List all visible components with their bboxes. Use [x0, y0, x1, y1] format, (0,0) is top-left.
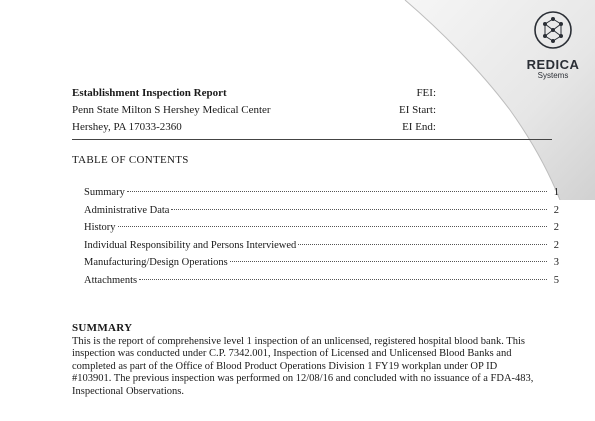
toc-item-label: Manufacturing/Design Operations [84, 257, 228, 268]
table-of-contents [84, 187, 559, 292]
toc-leader-dots [127, 191, 547, 192]
toc-item-manufacturing-design[interactable] [84, 257, 559, 275]
network-globe-icon [533, 10, 573, 50]
toc-item-page: 2 [553, 204, 559, 216]
toc-item-label: History [84, 222, 116, 233]
toc-item-page: 1 [553, 187, 559, 198]
logo-subtitle: Systems [537, 71, 569, 80]
summary-line: Inspectional Observations. [72, 385, 184, 397]
facility-name: Penn State Milton S Hershey Medical Center [72, 104, 271, 116]
toc-item-label: Summary [84, 187, 125, 198]
toc-item-attachments[interactable] [84, 275, 559, 293]
toc-item-page: 5 [553, 274, 559, 286]
header-row-3 [72, 120, 436, 134]
fei-label: FEI: [416, 87, 436, 99]
toc-item-page: 2 [553, 239, 559, 251]
ei-start-label: EI Start: [399, 104, 436, 116]
toc-item-individual-responsibility[interactable] [84, 240, 559, 258]
summary-heading: SUMMARY [72, 322, 133, 334]
toc-item-page: 2 [553, 222, 559, 233]
toc-leader-dots [171, 209, 547, 210]
toc-item-label: Attachments [84, 274, 138, 286]
ei-end-label: EI End: [402, 121, 436, 133]
summary-line: inspection was conducted under C.P. 7342.001, Inspection of Licensed and Unlicensed Blood Banks and [72, 348, 512, 360]
logo-name: REDICA [526, 57, 580, 72]
toc-item-page: 3 [553, 257, 559, 268]
toc-item-administrative-data[interactable] [84, 205, 559, 223]
summary-paragraph [72, 336, 557, 398]
facility-city: Hershey, PA 17033-2360 [72, 121, 182, 133]
toc-item-summary[interactable] [84, 187, 559, 205]
toc-leader-dots [298, 244, 547, 245]
summary-line: #103901. The previous inspection was performed on 12/08/16 and concluded with no issuance of a FDA-483, [72, 373, 534, 385]
redica-logo [518, 10, 588, 80]
toc-leader-dots [118, 226, 548, 227]
header-row-1 [72, 86, 436, 100]
toc-item-history[interactable] [84, 222, 559, 240]
header-row-2 [72, 103, 436, 117]
header-divider [72, 139, 552, 140]
toc-leader-dots [139, 279, 547, 280]
toc-title: TABLE OF CONTENTS [72, 154, 189, 166]
toc-item-label: Administrative Data [84, 204, 170, 216]
summary-line: completed as part of the Office of Blood Product Operations Division 1 FY19 workplan under OP ID [72, 360, 498, 372]
summary-line: This is the report of comprehensive level 1 inspection of an unlicensed, registered hospital blood bank. This [72, 336, 525, 347]
toc-leader-dots [230, 261, 547, 262]
report-title: Establishment Inspection Report [72, 87, 227, 99]
toc-item-label: Individual Responsibility and Persons Interviewed [84, 239, 297, 251]
